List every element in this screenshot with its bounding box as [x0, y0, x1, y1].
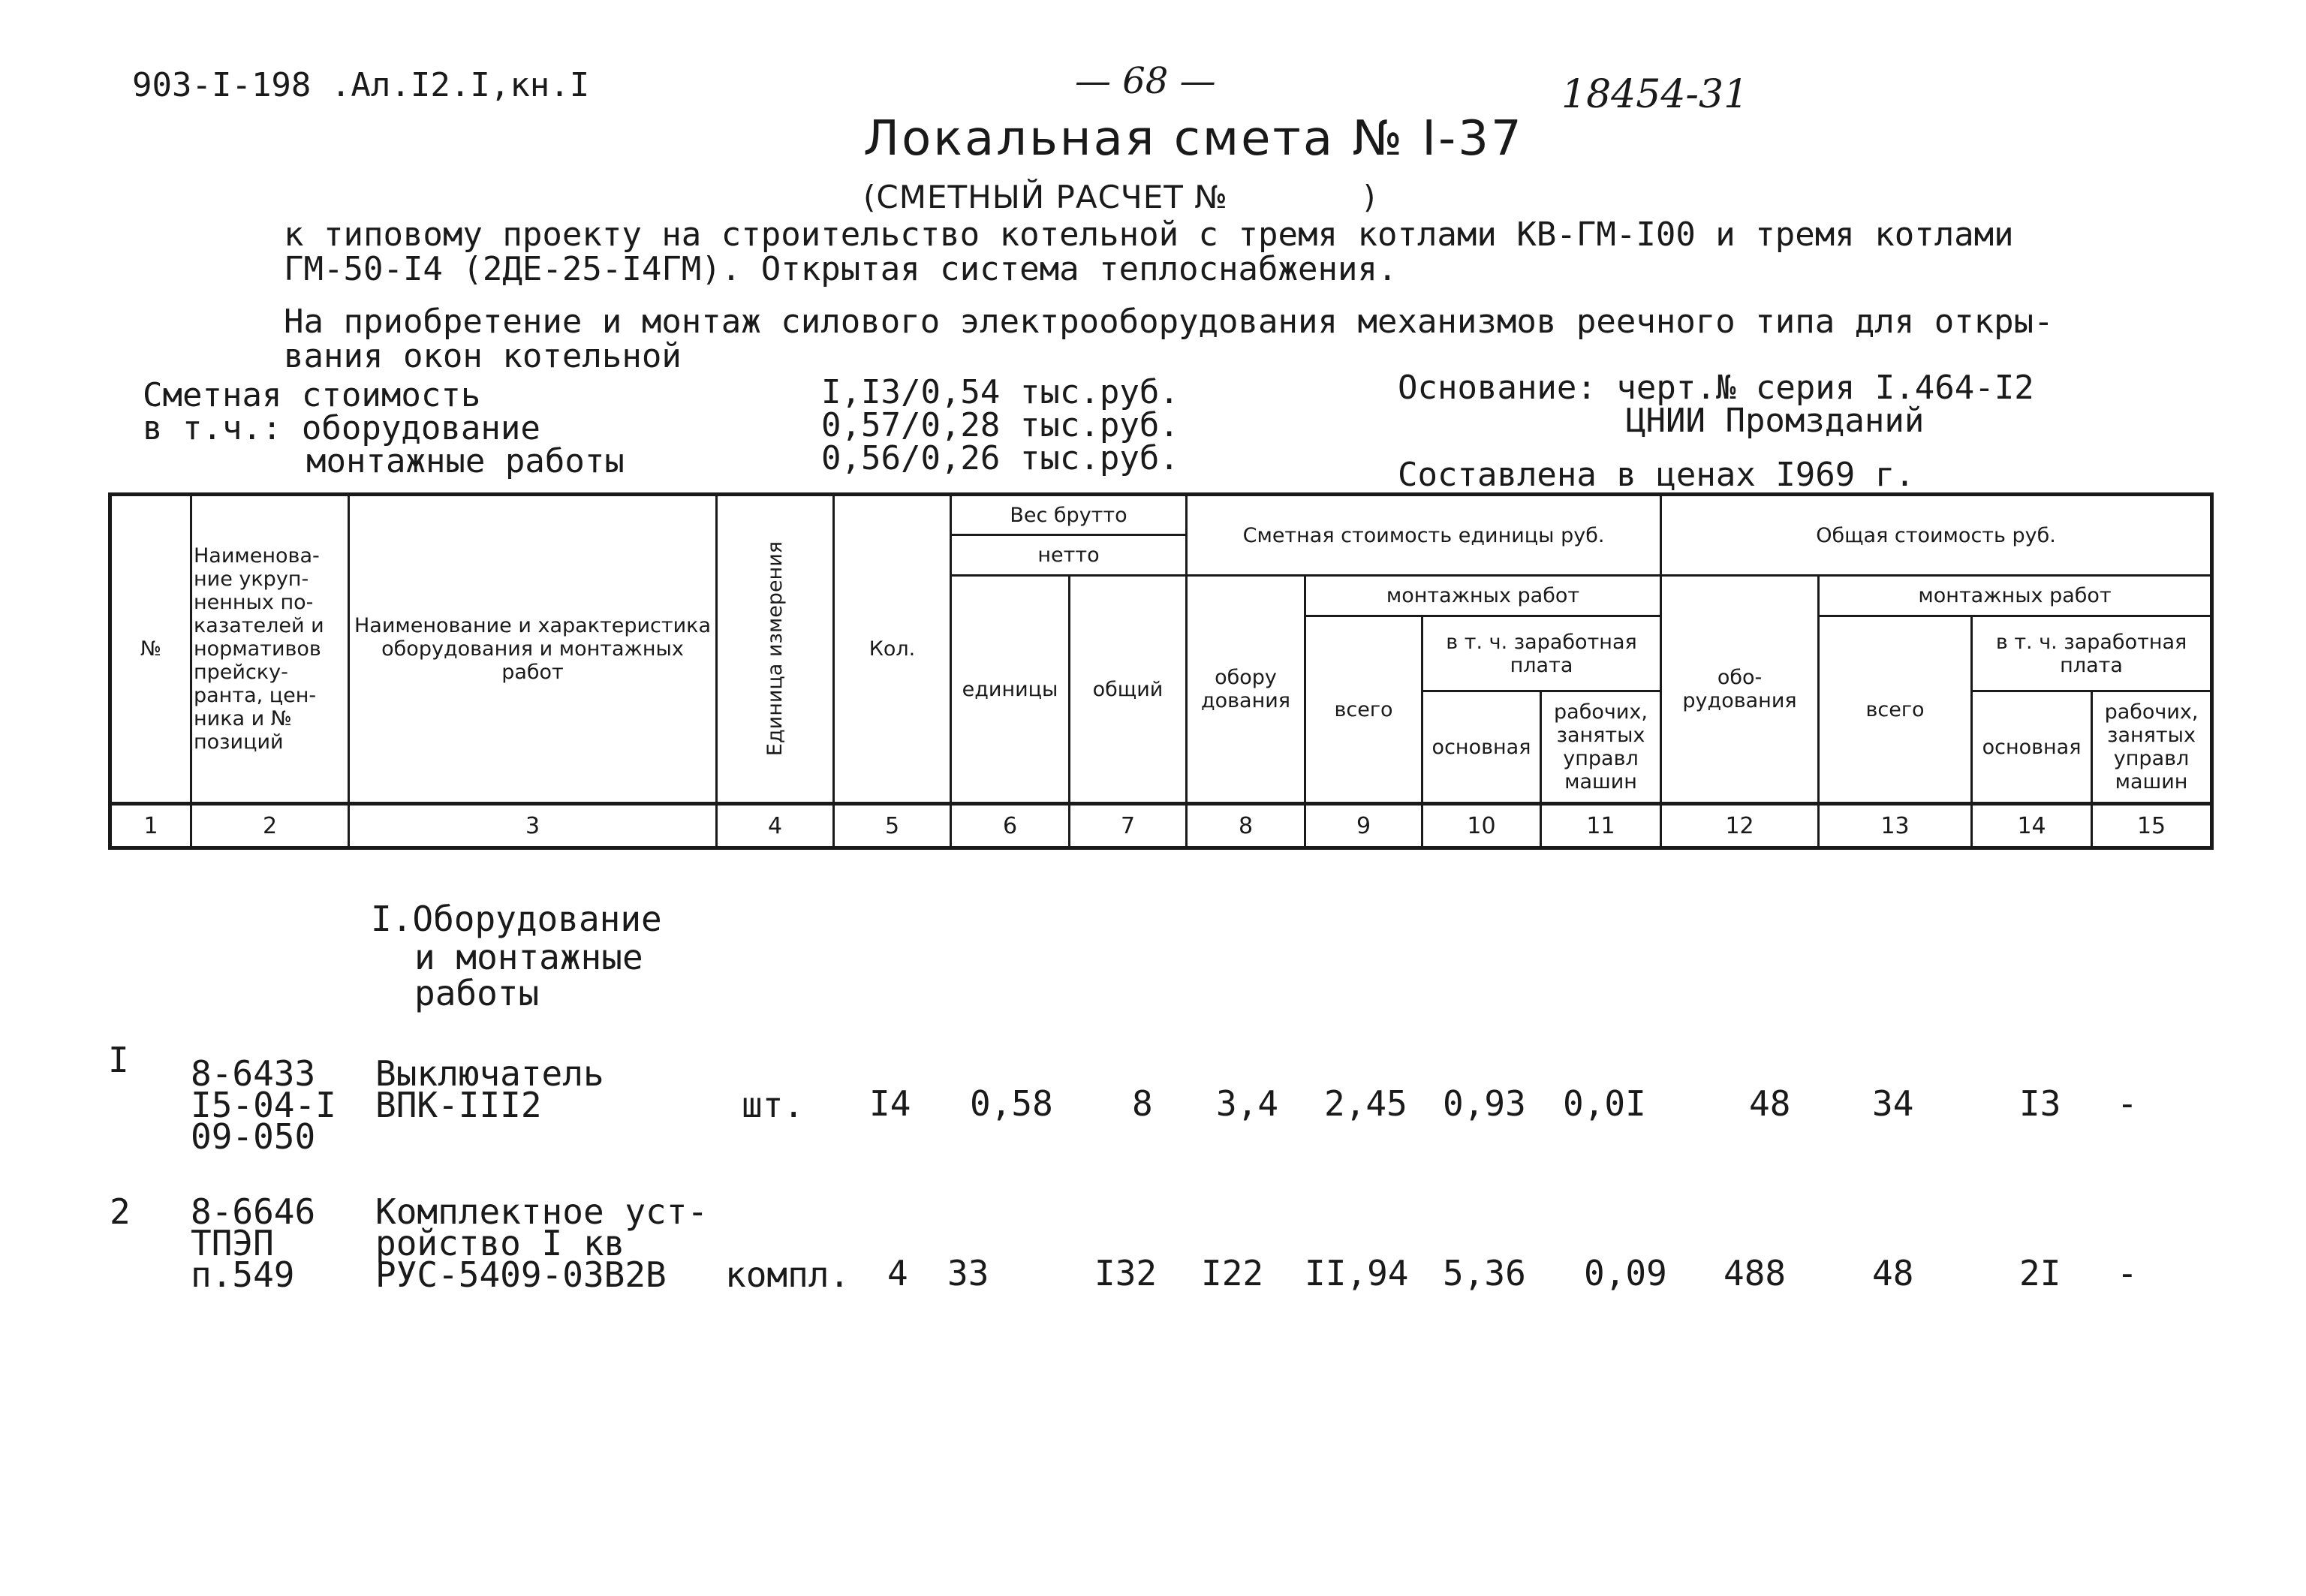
- row-number: I: [108, 1040, 129, 1080]
- row-install-total-cost: 48: [1872, 1253, 1914, 1293]
- header-machine-workers: рабочих, занятых управл машин: [1541, 691, 1661, 804]
- purpose-line-1: На приобретение и монтаж силового электрооборудования механизмов реечного типа для откры-: [284, 303, 2054, 341]
- header-install: монтажных работ: [1305, 576, 1661, 616]
- header-equipment: обору дования: [1187, 576, 1305, 804]
- row-unit: компл.: [725, 1254, 850, 1295]
- column-number: 6: [951, 804, 1070, 848]
- row-weight-unit: 0,58: [970, 1083, 1053, 1124]
- row-name-line: Выключатель: [375, 1053, 604, 1094]
- column-number: 14: [1972, 804, 2092, 848]
- column-number: 3: [349, 804, 717, 848]
- header-total-cost: Общая стоимость руб.: [1661, 495, 2212, 576]
- row-code-line: п.549: [191, 1254, 295, 1295]
- row-name-line: РУС-5409-03В2В: [375, 1254, 667, 1295]
- column-number: 7: [1070, 804, 1187, 848]
- row-equipment-unit-cost: 3,4: [1216, 1083, 1279, 1124]
- column-number: 15: [2092, 804, 2212, 848]
- cost-value-total: I,I3/0,54 тыс.руб.: [821, 373, 1179, 411]
- header-weight-total: общий: [1070, 576, 1187, 804]
- header-code: Наименова-ние укруп-ненных по-казателей и нормативов прейску-ранта, цен-ника и № позиций: [191, 495, 349, 804]
- row-machine-total-cost: -: [2117, 1083, 2138, 1124]
- subtitle-suffix: ): [1362, 179, 1377, 215]
- header-basic-total: основная: [1972, 691, 2092, 804]
- row-equipment-unit-cost: I22: [1201, 1253, 1264, 1293]
- header-machine-workers-total: рабочих, занятых управл машин: [2092, 691, 2212, 804]
- row-machine-unit-cost: 0,09: [1584, 1253, 1667, 1293]
- section-title-line-1: I.Оборудование: [371, 899, 662, 939]
- row-equipment-total-cost: 488: [1723, 1253, 1787, 1293]
- header-qty: Кол.: [834, 495, 951, 804]
- column-number: 13: [1819, 804, 1972, 848]
- subtitle-prefix: (СМЕТНЫЙ РАСЧЕТ №: [863, 179, 1228, 215]
- project-line-2: ГМ-50-I4 (2ДЕ-25-I4ГМ). Открытая система теплоснабжения.: [284, 250, 1398, 288]
- row-code-line: 8-6646: [191, 1191, 316, 1232]
- row-code-line: 09-050: [191, 1116, 316, 1157]
- header-no: №: [110, 495, 191, 804]
- row-weight-total: I32: [1094, 1253, 1158, 1293]
- purpose-line-2: вания окон котельной: [284, 337, 682, 375]
- row-wage-unit-cost: 0,93: [1443, 1083, 1526, 1124]
- header-install-all: всего: [1305, 616, 1422, 804]
- column-number: 10: [1422, 804, 1541, 848]
- column-number: 5: [834, 804, 951, 848]
- cost-label-total: Сметная стоимость: [143, 376, 481, 414]
- row-code-line: I5-04-I: [191, 1085, 336, 1125]
- header-install-total: монтажных работ: [1819, 576, 2212, 616]
- cost-label-installation: монтажные работы: [306, 442, 625, 480]
- header-equipment-total: обо-рудования: [1661, 576, 1819, 804]
- column-number: 1: [110, 804, 191, 848]
- column-number: 2: [191, 804, 349, 848]
- handwritten-note: 18454-31: [1561, 72, 1749, 117]
- basis-line-2: ЦНИИ Промзданий: [1626, 402, 1925, 440]
- header-incl-wage: в т. ч. заработная плата: [1422, 616, 1661, 691]
- row-code-line: 8-6433: [191, 1053, 316, 1094]
- row-install-unit-cost: 2,45: [1324, 1083, 1407, 1124]
- row-weight-unit: 33: [947, 1253, 989, 1293]
- row-machine-unit-cost: 0,0I: [1563, 1083, 1646, 1124]
- row-number: 2: [110, 1191, 131, 1232]
- document-code: 903-I-198 .Ал.I2.I,кн.I: [132, 66, 590, 104]
- column-number: 12: [1661, 804, 1819, 848]
- header-basic: основная: [1422, 691, 1541, 804]
- section-title-line-3: работы: [414, 973, 540, 1013]
- row-install-total-cost: 34: [1872, 1083, 1914, 1124]
- price-basis: Составлена в ценах I969 г.: [1398, 456, 1915, 494]
- column-number: 11: [1541, 804, 1661, 848]
- header-net: нетто: [951, 535, 1187, 576]
- row-name-line: ройство I кв: [375, 1223, 625, 1263]
- subtitle: [863, 179, 1376, 215]
- column-number: 9: [1305, 804, 1422, 848]
- row-weight-total: 8: [1132, 1083, 1153, 1124]
- column-number: 4: [717, 804, 834, 848]
- cost-value-equipment: 0,57/0,28 тыс.руб.: [821, 406, 1179, 444]
- row-code-line: ТПЭП: [191, 1223, 274, 1263]
- row-install-unit-cost: II,94: [1305, 1253, 1409, 1293]
- header-install-all-total: всего: [1819, 616, 1972, 804]
- header-unit-cost: Сметная стоимость единицы руб.: [1187, 495, 1661, 576]
- row-machine-total-cost: -: [2117, 1253, 2138, 1293]
- row-qty: I4: [869, 1083, 911, 1124]
- column-number: 8: [1187, 804, 1305, 848]
- row-unit: шт.: [742, 1085, 805, 1125]
- row-wage-total-cost: 2I: [2019, 1253, 2061, 1293]
- row-wage-total-cost: I3: [2019, 1083, 2061, 1124]
- header-unit: [717, 495, 834, 804]
- row-name-line: Комплектное уст-: [375, 1191, 709, 1232]
- page-number: — 68 —: [1075, 60, 1216, 102]
- estimate-table: [108, 492, 2214, 850]
- row-qty: 4: [887, 1253, 908, 1293]
- project-line-1: к типовому проекту на строительство котельной с тремя котлами КВ-ГМ-I00 и тремя котлами: [284, 215, 2014, 254]
- row-wage-unit-cost: 5,36: [1443, 1253, 1526, 1293]
- cost-label-equipment: в т.ч.: оборудование: [143, 409, 540, 447]
- page-title: Локальная смета № I-37: [863, 111, 1524, 167]
- basis-line-1: Основание: черт.№ серия I.464-I2: [1398, 369, 2034, 407]
- header-weight-unit: единицы: [951, 576, 1070, 804]
- header-unit-label: Единица измерения: [763, 541, 787, 757]
- row-equipment-total-cost: 48: [1749, 1083, 1791, 1124]
- header-name: Наименование и характеристика оборудования и монтажных работ: [349, 495, 717, 804]
- section-title-line-2: и монтажные: [414, 937, 643, 977]
- row-name-line: ВПК-III2: [375, 1085, 542, 1125]
- header-incl-wage-total: в т. ч. заработная плата: [1972, 616, 2212, 691]
- header-weight: Вес брутто: [951, 495, 1187, 535]
- cost-value-installation: 0,56/0,26 тыс.руб.: [821, 439, 1179, 477]
